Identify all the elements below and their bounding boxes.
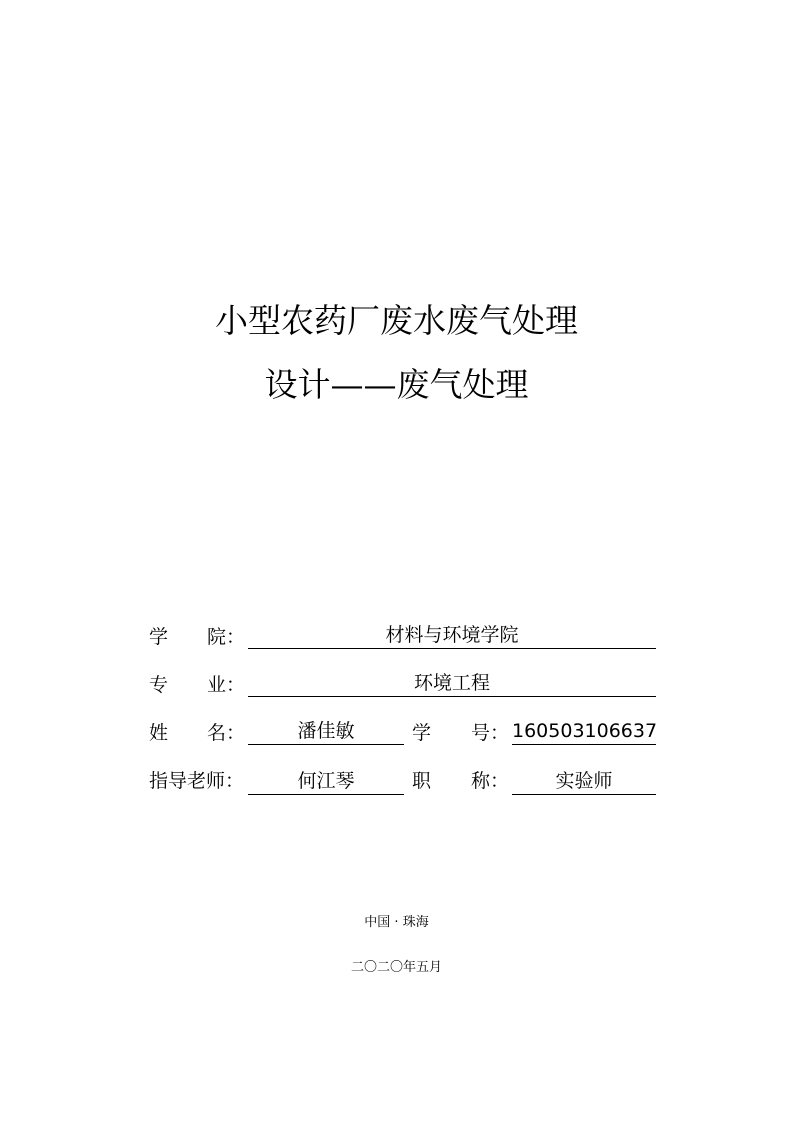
college-label-first: 学 [149,626,169,648]
footer-place: 中国 · 珠海 [364,915,429,930]
major-value: 环境工程 [248,671,656,697]
student-id-value: 160503106637 [512,719,656,745]
position-label-first: 职 [412,770,432,792]
advisor-value: 何江琴 [248,769,404,795]
name-value: 潘佳敏 [248,719,404,745]
major-label-second: 业： [207,674,246,696]
position-label-second: 称： [471,770,510,792]
thesis-title-line-1: 小型农药厂废水废气处理 [215,301,578,340]
student-id-label-second: 号： [471,722,510,744]
name-label-first: 姓 [149,722,169,744]
college-value: 材料与环境学院 [248,623,656,649]
footer-date: 二〇二〇年五月 [350,960,442,975]
major-label-first: 专 [149,674,169,696]
name-label-second: 名： [207,722,246,744]
thesis-title-line-2: 设计——废气处理 [264,365,529,404]
position-value: 实验师 [512,769,656,795]
advisor-label: 指导老师： [149,770,245,792]
student-id-label-first: 学 [412,722,432,744]
college-label-second: 院： [207,626,246,648]
